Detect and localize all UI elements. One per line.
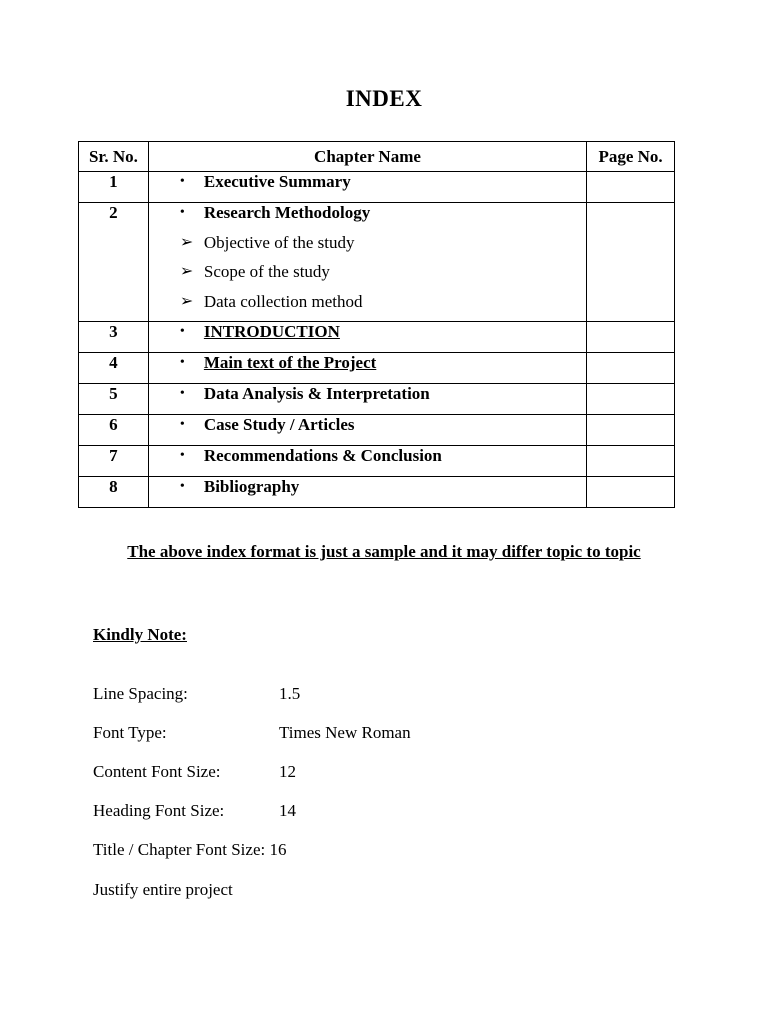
sub-entry-title: Objective of the study xyxy=(203,232,355,252)
table-row xyxy=(79,477,675,508)
bullet-icon: • xyxy=(179,386,185,401)
chapter-entry xyxy=(149,203,586,233)
chapter-entry xyxy=(149,172,586,202)
chapter-title: Main text of the Project xyxy=(203,353,377,372)
sub-entry xyxy=(149,233,586,263)
table-row xyxy=(79,322,675,353)
header-page-no: Page No. xyxy=(587,142,675,172)
header-chapter-name: Chapter Name xyxy=(148,142,586,172)
chapter-cell xyxy=(148,477,586,508)
bullet-icon: • xyxy=(179,205,185,220)
chapter-cell xyxy=(148,172,586,203)
chapter-title: Recommendations & Conclusion xyxy=(203,446,442,465)
page-no-cell xyxy=(587,415,675,446)
page-no-cell xyxy=(587,384,675,415)
chapter-entry xyxy=(149,353,586,383)
chapter-cell xyxy=(148,415,586,446)
chapter-title: Bibliography xyxy=(203,477,300,496)
chapter-cell xyxy=(148,446,586,477)
page-no-cell xyxy=(587,446,675,477)
bullet-icon: • xyxy=(179,479,185,494)
page-no-cell xyxy=(587,353,675,384)
sr-no-cell: 2 xyxy=(79,203,149,322)
chapter-title: Research Methodology xyxy=(203,203,371,222)
chapter-entry xyxy=(149,384,586,414)
chapter-entry xyxy=(149,415,586,445)
page-no-cell xyxy=(587,172,675,203)
table-row xyxy=(79,203,675,322)
index-table xyxy=(78,141,675,508)
arrow-icon: ➢ xyxy=(179,292,194,310)
sub-entry xyxy=(149,292,586,322)
bullet-icon: • xyxy=(179,324,185,339)
kindly-note-heading: Kindly Note: xyxy=(93,625,187,644)
spec-label: Content Font Size: xyxy=(93,762,221,781)
chapter-title: INTRODUCTION xyxy=(203,322,340,341)
spec-label: Heading Font Size: xyxy=(93,801,225,820)
spec-line-spacing xyxy=(93,684,300,704)
arrow-icon: ➢ xyxy=(179,233,194,251)
sr-no-cell: 3 xyxy=(79,322,149,353)
spec-font-type xyxy=(93,723,411,743)
page-no-cell xyxy=(587,477,675,508)
spec-title-font-size xyxy=(93,840,286,860)
sr-no-cell: 7 xyxy=(79,446,149,477)
table-row xyxy=(79,446,675,477)
sub-entry-title: Scope of the study xyxy=(203,262,330,281)
chapter-entry xyxy=(149,322,586,352)
chapter-cell xyxy=(148,384,586,415)
chapter-title: Data Analysis & Interpretation xyxy=(203,384,430,403)
sr-no-cell: 5 xyxy=(79,384,149,415)
spec-label: Line Spacing: xyxy=(93,684,188,703)
sr-no-cell: 8 xyxy=(79,477,149,508)
bullet-icon: • xyxy=(179,417,185,432)
table-row xyxy=(79,172,675,203)
spec-value: 16 xyxy=(269,840,287,859)
sample-disclaimer: The above index format is just a sample and it may differ topic to topic xyxy=(127,542,641,561)
spec-content-font-size xyxy=(93,762,296,782)
bullet-icon: • xyxy=(179,174,185,189)
bullet-icon: • xyxy=(179,448,185,463)
spec-value: 12 xyxy=(279,762,296,781)
chapter-cell xyxy=(148,203,586,322)
sub-entry-title: Data collection method xyxy=(203,291,363,311)
sr-no-cell: 1 xyxy=(79,172,149,203)
spec-value: Times New Roman xyxy=(279,723,411,742)
spec-value: 14 xyxy=(279,801,296,820)
spec-justify-note: Justify entire project xyxy=(93,880,233,899)
table-row xyxy=(79,415,675,446)
header-sr-no: Sr. No. xyxy=(79,142,149,172)
page-title: INDEX xyxy=(345,86,423,111)
spec-value: 1.5 xyxy=(279,684,301,703)
chapter-entry xyxy=(149,446,586,476)
arrow-icon: ➢ xyxy=(179,263,194,280)
spec-heading-font-size xyxy=(93,801,296,821)
spec-label: Font Type: xyxy=(93,723,167,742)
table-header-row xyxy=(79,142,675,172)
chapter-title: Executive Summary xyxy=(203,172,351,191)
page-no-cell xyxy=(587,322,675,353)
chapter-entry xyxy=(149,477,586,507)
bullet-icon: • xyxy=(179,355,185,370)
spec-label: Title / Chapter Font Size: xyxy=(93,840,266,859)
sr-no-cell: 4 xyxy=(79,353,149,384)
page-no-cell xyxy=(587,203,675,322)
sr-no-cell: 6 xyxy=(79,415,149,446)
table-row xyxy=(79,353,675,384)
sub-entry xyxy=(149,262,586,292)
chapter-cell xyxy=(148,353,586,384)
chapter-title: Case Study / Articles xyxy=(203,415,355,434)
table-row xyxy=(79,384,675,415)
chapter-cell xyxy=(148,322,586,353)
